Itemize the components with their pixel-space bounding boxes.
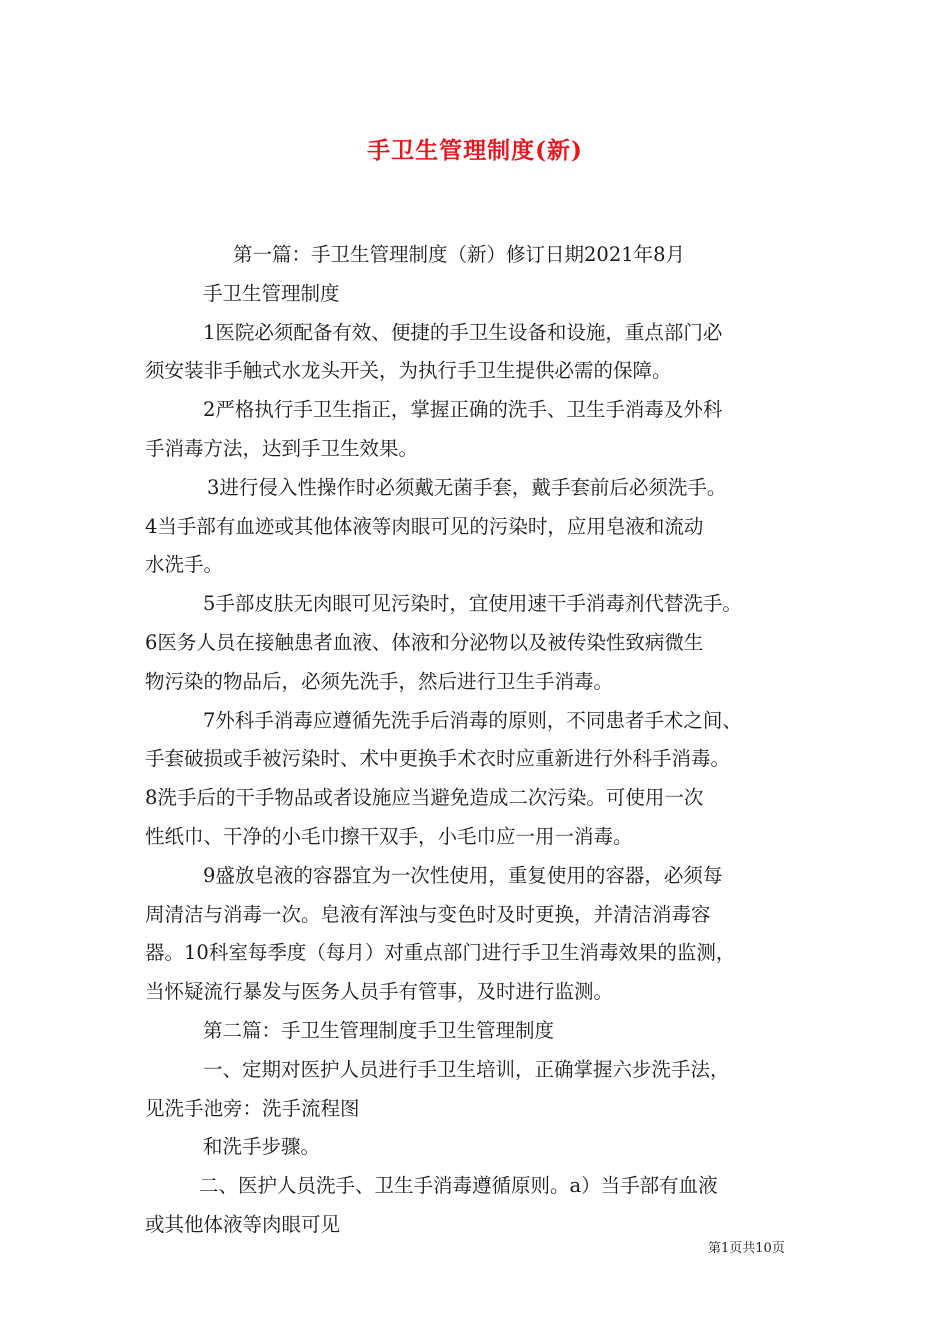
body-line: 见洗手池旁：洗手流程图 xyxy=(145,1096,360,1120)
body-line: 或其他体液等肉眼可见 xyxy=(145,1212,341,1236)
body-line: 器。10科室每季度（每月）对重点部门进行手卫生消毒效果的监测， xyxy=(145,941,736,965)
body-line: 6医务人员在接触患者血液、体液和分泌物以及被传染性致病微生 xyxy=(145,630,704,654)
body-line: 周清洁与消毒一次。皂液有浑浊与变色时及时更换，并清洁消毒容 xyxy=(145,902,711,926)
body-line: 物污染的物品后，必须先洗手，然后进行卫生手消毒。 xyxy=(145,669,614,693)
body-line: 和洗手步骤。 xyxy=(203,1135,321,1159)
body-line: 第一篇：手卫生管理制度（新）修订日期2021年8月 xyxy=(233,243,686,266)
body-line: 7外科手消毒应遵循先洗手后消毒的原则，不同患者手术之间、 xyxy=(203,708,742,732)
body-line: 性纸巾、干净的小毛巾擦干双手，小毛巾应一用一消毒。 xyxy=(145,824,633,848)
body-line: 二、医护人员洗手、卫生手消毒遵循原则。a）当手部有血液 xyxy=(199,1174,718,1198)
page-footer: 第1页共10页 xyxy=(708,1241,785,1256)
body-line: 手消毒方法，达到手卫生效果。 xyxy=(145,436,419,460)
body-line: 8洗手后的干手物品或者设施应当避免造成二次污染。可使用一次 xyxy=(145,786,704,810)
body-line: 9盛放皂液的容器宜为一次性使用，重复使用的容器，必须每 xyxy=(203,863,723,887)
body-line: 手卫生管理制度 xyxy=(203,281,340,305)
document-title: 手卫生管理制度(新) xyxy=(367,137,583,164)
body-line: 手套破损或手被污染时、术中更换手术衣时应重新进行外科手消毒。 xyxy=(145,747,731,771)
body-line: 第二篇：手卫生管理制度手卫生管理制度 xyxy=(203,1018,555,1042)
body-line: 2严格执行手卫生指正，掌握正确的洗手、卫生手消毒及外科 xyxy=(203,398,723,422)
body-line: 水洗手。 xyxy=(145,553,224,577)
body-line: 5手部皮肤无肉眼可见污染时，宜使用速干手消毒剂代替洗手。 xyxy=(203,592,742,616)
document-body xyxy=(145,236,810,1245)
body-line: 当怀疑流行暴发与医务人员手有管事，及时进行监测。 xyxy=(145,980,614,1004)
body-line: 1医院必须配备有效、便捷的手卫生设备和设施，重点部门必 xyxy=(203,320,723,344)
body-line: 3进行侵入性操作时必须戴无菌手套，戴手套前后必须洗手。 xyxy=(207,475,727,499)
body-line: 一、定期对医护人员进行手卫生培训，正确掌握六步洗手法， xyxy=(203,1057,730,1081)
body-line: 须安装非手触式水龙头开关，为执行手卫生提供必需的保障。 xyxy=(145,359,672,383)
body-line: 4当手部有血迹或其他体液等肉眼可见的污染时，应用皂液和流动 xyxy=(145,514,704,538)
